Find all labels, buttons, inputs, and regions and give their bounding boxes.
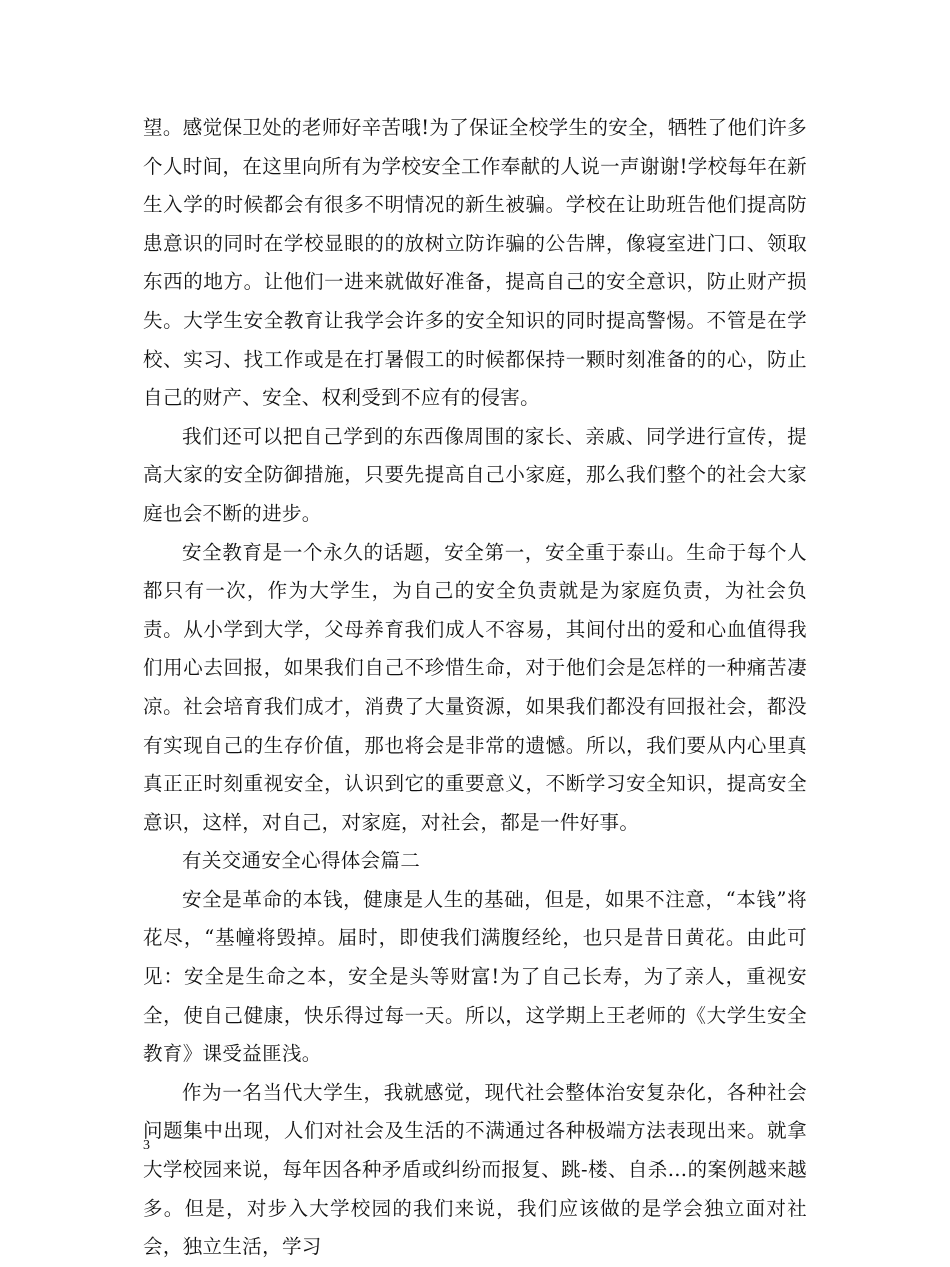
paragraph-2: 我们还可以把自己学到的东西像周围的家长、亲戚、同学进行宣传，提高大家的安全防御措施，只要先提高自己小家庭，那么我们整个的社会大家庭也会不断的进步。	[143, 424, 807, 525]
paragraph-1: 望。感觉保卫处的老师好辛苦哦!为了保证全校学生的安全，牺牲了他们许多个人时间，在这里向所有为学校安全工作奉献的人说一声谢谢!学校每年在新生入学的时候都会有很多不明情况的新生被骗。学校在让助班告他们提高防患意识的同时在学校显眼的的放树立防诈骗的公告牌，像寝室进门口、领取东西的地方。让他们一进来就做好准备，提高自己的安全意识，防止财产损失。大学生安全教育让我学会许多的安全知识的同时提高警惕。不管是在学校、实习、找工作或是在打暑假工的时候都保持一颗时刻准备的的心，防止自己的财产、安全、权利受到不应有的侵害。	[143, 116, 807, 410]
paragraph-5: 作为一名当代大学生，我就感觉，现代社会整体治安复杂化，各种社会问题集中出现，人们对社会及生活的不满通过各种极端方法表现出来。就拿大学校园来说，每年因各种矛盾或纠纷而报复、跳-楼、自杀…的案例越来越多。但是，对步入大学校园的我们来说，我们应该做的是学会独立面对社会，独立生活，学习	[143, 1080, 807, 1259]
document-body	[143, 109, 807, 1267]
paragraph-3: 安全教育是一个永久的话题，安全第一，安全重于泰山。生命于每个人都只有一次，作为大学生，为自己的安全负责就是为家庭负责，为社会负责。从小学到大学，父母养育我们成人不容易，其间付出的爱和心血值得我们用心去回报，如果我们自己不珍惜生命，对于他们会是怎样的一种痛苦凄凉。社会培育我们成才，消费了大量资源，如果我们都没有回报社会，都没有实现自己的生存价值，那也将会是非常的遗憾。所以，我们要从内心里真真正正时刻重视安全，认识到它的重要意义，不断学习安全知识，提高安全意识，这样，对自己，对家庭，对社会，都是一件好事。	[143, 540, 807, 834]
paragraph-4: 安全是革命的本钱，健康是人生的基础，但是，如果不注意，“本钱”将花尽，“基幢将毁掉。届时，即使我们满腹经纶，也只是昔日黄花。由此可见：安全是生命之本，安全是头等财富!为了自己长寿，为了亲人，重视安全，使自己健康，快乐得过每一天。所以，这学期上王老师的《大学生安全教育》课受益匪浅。	[143, 887, 807, 1066]
section-heading: 有关交通安全心得体会篇二	[182, 849, 421, 873]
page-number: 3	[143, 1138, 150, 1153]
